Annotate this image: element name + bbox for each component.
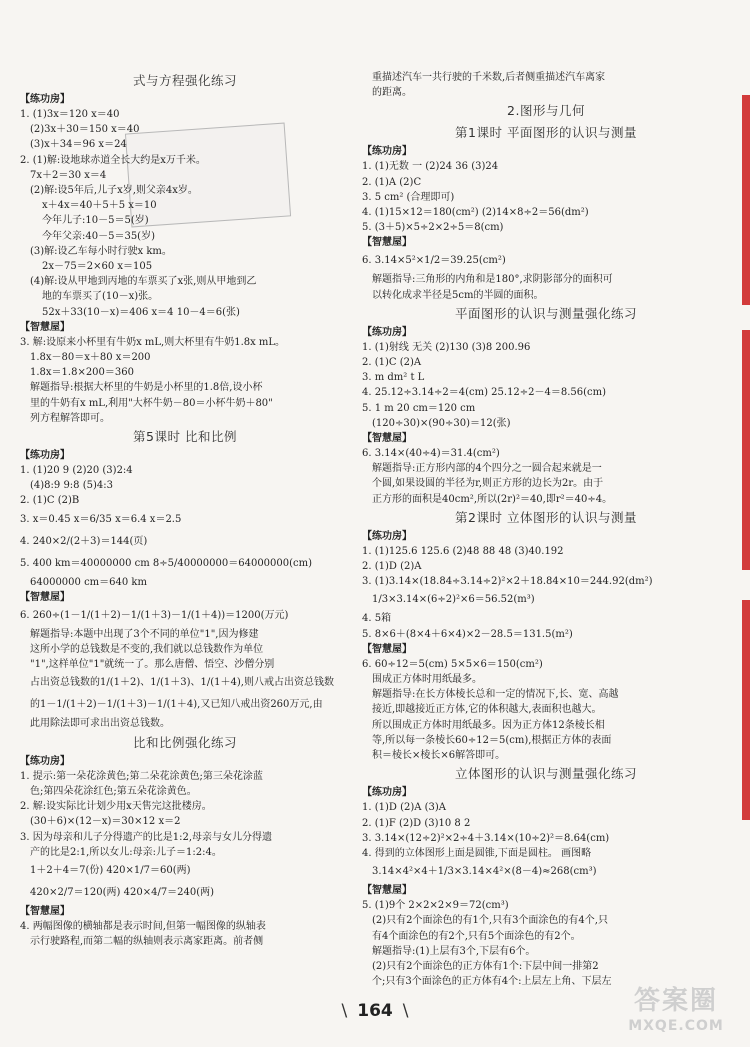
answer-line: 等,所以每一条棱长60÷12＝5(cm),根据正方体的表面 (372, 734, 612, 746)
section-title: 第5课时 比和比例 (133, 429, 237, 445)
answer-line: 色;第四朵花涂红色;第五朵花涂黄色。 (30, 785, 197, 797)
answer-line: 4. 两幅图像的横轴都是表示时间,但第一幅图像的纵轴表 (20, 920, 266, 932)
answer-line: (2)解:设5年后,儿子x岁,则父亲4x岁。 (30, 185, 198, 197)
exercise-section-heading: 【智慧屋】 (20, 905, 70, 917)
side-color-strip-1 (742, 95, 750, 305)
answer-line: 2. (1)解:设地球赤道全长大约是x万千米。 (20, 154, 206, 166)
answer-line: 2. (1)D (2)A (362, 561, 422, 573)
answer-line: 今年父亲:40－5＝35(岁) (42, 230, 155, 242)
answer-line: 3. 3.14×(12÷2)²×2÷4＋3.14×(10÷2)²＝8.64(cm) (362, 832, 610, 844)
answer-line: 3. (1)3.14×(18.84÷3.14÷2)²×2＋18.84×10＝244.92(dm²) (362, 576, 653, 588)
answer-line: (2)3x＋30＝150 x＝40 (30, 124, 140, 136)
section-title: 平面图形的认识与测量强化练习 (454, 305, 637, 321)
answer-line: 1.8x－80＝x＋80 x＝200 (30, 352, 151, 364)
answer-line: 此用除法即可求出出资总钱数。 (30, 718, 170, 730)
side-color-strip-2 (742, 330, 750, 570)
watermark-cn: 答案圈 (633, 986, 718, 1016)
exercise-section-heading: 【练功房】 (20, 450, 70, 462)
answer-line: 解题指导:(1)上层有3个,下层有6个。 (372, 945, 536, 957)
section-title: 比和比例强化练习 (132, 734, 237, 750)
answer-line: 解题指导:根据大杯里的牛奶是小杯里的1.8倍,设小杯 (30, 382, 263, 394)
section-title: 式与方程强化练习 (132, 73, 237, 88)
answer-line: (2)只有2个面涂色的正方体有1个:下层中间一排第2 (372, 960, 599, 972)
section-title: 2.图形与几何 (507, 103, 585, 119)
answer-line: 产的比是2:1,所以女儿:母亲:儿子＝1:2:4。 (30, 846, 222, 858)
answer-line: 3. 5 cm² (合理即可) (362, 191, 455, 203)
answer-line: 围成正方体时用纸最多。 (372, 674, 482, 686)
watermark-url: MXQE.COM (628, 1018, 724, 1034)
exercise-section-heading: 【练功房】 (362, 787, 412, 799)
answer-line: (3)解:设乙车每小时行驶x km。 (30, 245, 172, 257)
answer-line: 4. (1)15×12＝180(cm²) (2)14×8÷2＝56(dm²) (362, 207, 589, 219)
answer-line: 6. 3.14×(40÷4)＝31.4(cm²) (362, 448, 500, 460)
exercise-section-heading: 【智慧屋】 (362, 237, 412, 249)
exercise-section-heading: 【智慧屋】 (20, 321, 70, 333)
answer-line: x＋4x＝40＋5＋5 x＝10 (42, 200, 157, 212)
answer-line: 2. (1)C (2)B (20, 495, 80, 507)
answer-line: 420×2/7＝120(两) 420×4/7＝240(两) (30, 886, 215, 898)
answer-line: 4. 240×2/(2＋3)＝144(页) (20, 535, 148, 547)
answer-line: 5. (1)9个 2×2×2×9＝72(cm³) (362, 900, 509, 912)
answer-line: 今年儿子:10－5＝5(岁) (42, 215, 149, 227)
answer-line: (30＋6)×(12－x)＝30×12 x＝2 (30, 816, 181, 828)
answer-line: 1. (1)无数 一 (2)24 36 (3)24 (362, 161, 499, 173)
right-slash-decoration: \ (402, 1001, 409, 1021)
answer-line: (3)x＋34＝96 x＝24 (30, 139, 127, 151)
watermark (612, 985, 740, 1041)
answer-line: 里的牛奶有x mL,利用"大杯牛奶－80＝小杯牛奶＋80" (30, 397, 273, 409)
page-number-value: 164 (357, 1001, 393, 1021)
answer-line: 示行驶路程,而第二幅的纵轴则表示离家距离。前者侧 (30, 936, 264, 948)
answer-line: 积＝棱长×棱长×6解答即可。 (372, 750, 506, 762)
exercise-section-heading: 【智慧屋】 (362, 885, 412, 897)
answer-line: 接近,即越接近正方体,它的体积越大,表面积也越大。 (372, 704, 602, 716)
answer-line: "1",这样单位"1"就统一了。那么唐僧、悟空、沙僧分别 (30, 659, 275, 671)
exercise-section-heading: 【智慧屋】 (362, 643, 412, 655)
answer-line: 3.14×4²×4＋1/3×3.14×4²×(8－4)≈268(cm³) (372, 866, 597, 878)
answer-line: 这所小学的总钱数是不变的,我们就以总钱数作为单位 (30, 644, 264, 656)
answer-line: 解题指导:正方形内部的4个四分之一圆合起来就是一 (372, 463, 602, 475)
exercise-section-heading: 【练功房】 (20, 755, 70, 767)
left-column (20, 70, 350, 949)
answer-line: (4)8:9 9:8 (5)4:3 (30, 480, 113, 492)
answer-line: 所以围成正方体时用纸最多。因为正方体12条棱长相 (372, 719, 605, 731)
answer-line: 解题指导:本题中出现了3个不同的单位"1",因为修建 (30, 628, 259, 640)
answer-line: 以转化成求半径是5cm的半圆的面积。 (372, 289, 544, 301)
answer-line: 1. (1)射线 无关 (2)130 (3)8 200.96 (362, 341, 531, 353)
answer-line: 5. 8×6＋(8×4＋6×4)×2－28.5＝131.5(m²) (362, 628, 573, 640)
answer-line: 5. (3＋5)×5÷2×2÷5＝8(cm) (362, 222, 504, 234)
answer-line: 5. 400 km＝40000000 cm 8÷5/40000000＝64000000(cm) (20, 557, 313, 569)
side-color-strip-3 (742, 600, 750, 820)
answer-line: 个圆,如果设圆的半径为r,则正方形的边长为2r。由于 (372, 478, 604, 490)
answer-line: 1＋2＋4＝7(份) 420×1/7＝60(两) (30, 864, 191, 876)
exercise-section-heading: 【练功房】 (20, 94, 70, 105)
answer-line: 有4个面涂色的有2个,只有5个面涂色的有2个。 (372, 930, 581, 942)
answer-line: 4. 5箱 (362, 613, 392, 625)
exercise-section-heading: 【练功房】 (362, 326, 412, 338)
answer-line: 64000000 cm＝640 km (30, 576, 147, 588)
answer-line: 解题指导:在长方体棱长总和一定的情况下,长、宽、高越 (372, 689, 619, 701)
answer-line: 4. 得到的立体图形上面是圆锥,下面是圆柱。 画图略 (362, 847, 592, 859)
answer-line: 重描述汽车一共行驶的千米数,后者侧重描述汽车离家 (372, 72, 606, 83)
answer-line: 5. 1 m 20 cm＝120 cm (362, 402, 476, 414)
answer-line: 1. 提示:第一朵花涂黄色;第二朵花涂黄色;第三朵花涂蓝 (20, 770, 263, 782)
answer-line: 3. 解:设原来小杯里有牛奶x mL,则大杯里有牛奶1.8x mL。 (20, 336, 286, 348)
page-number (305, 998, 445, 1024)
answer-line: 解题指导:三角形的内角和是180°,求阴影部分的面积可 (372, 274, 613, 286)
exercise-section-heading: 【练功房】 (362, 146, 412, 158)
answer-line: (2)只有2个面涂色的有1个,只有3个面涂色的有4个,只 (372, 915, 608, 927)
exercise-section-heading: 【智慧屋】 (362, 433, 412, 445)
answer-line: 2x－75＝2×60 x＝105 (42, 261, 153, 273)
answer-line: 的1－1/(1＋2)－1/(1＋3)－1/(1＋4),又已知八戒出资260万元,由 (30, 699, 323, 711)
answer-line: 6. 3.14×5²×1/2＝39.25(cm²) (362, 255, 506, 267)
exercise-section-heading: 【智慧屋】 (20, 591, 70, 603)
left-slash-decoration: \ (341, 1001, 348, 1021)
answer-line: 52x＋33(10－x)＝406 x＝4 10－4＝6(张) (42, 306, 240, 318)
answer-line: (4)解:设从甲地到丙地的车票买了x张,则从甲地到乙 (30, 276, 257, 288)
section-title: 第2课时 立体图形的认识与测量 (455, 509, 637, 525)
answer-line: 1/3×3.14×(6÷2)²×6＝56.52(m³) (372, 594, 535, 606)
answer-line: (120÷30)×(90÷30)＝12(张) (372, 417, 511, 429)
answer-line: 3. m dm² t L (362, 372, 425, 384)
answer-line: 2. (1)C (2)A (362, 357, 422, 369)
answer-line: 的距离。 (372, 87, 412, 99)
answer-line: 1.8x＝1.8×200＝360 (30, 367, 134, 379)
exercise-section-heading: 【练功房】 (362, 530, 412, 542)
answer-line: 占出资总钱数的1/(1＋2)、1/(1＋3)、1/(1＋4),则八戒占出资总钱数 (30, 677, 334, 689)
answer-line: 2. 解:设实际比计划少用x天售完这批楼房。 (20, 801, 212, 813)
answer-line: 地的车票买了(10－x)张。 (42, 291, 159, 303)
answer-line: 2. (1)A (2)C (362, 176, 422, 188)
answer-line: 1. (1)3x＝120 x＝40 (20, 109, 120, 120)
section-title: 立体图形的认识与测量强化练习 (454, 766, 637, 782)
answer-line: 3. x＝0.45 x＝6/35 x＝6.4 x＝2.5 (20, 513, 182, 525)
answer-line: 1. (1)125.6 125.6 (2)48 88 48 (3)40.192 (362, 545, 564, 557)
answer-line: 3. 因为母亲和儿子分得遗产的比是1:2,母亲与女儿分得遗 (20, 831, 272, 843)
answer-line: 4. 25.12÷3.14÷2＝4(cm) 25.12÷2－4＝8.56(cm) (362, 387, 607, 399)
answer-line: 6. 260÷(1－1/(1＋2)－1/(1＋3)－1/(1＋4))＝1200(万元) (20, 609, 289, 621)
answer-line: 正方形的面积是40cm²,所以(2r)²＝40,即r²＝40÷4。 (372, 493, 613, 505)
answer-line: 6. 60÷12＝5(cm) 5×5×6＝150(cm²) (362, 658, 543, 670)
answer-line: 列方程解答即可。 (30, 412, 110, 424)
section-title: 第1课时 平面图形的认识与测量 (455, 125, 637, 141)
answer-line: 1. (1)20 9 (2)20 (3)2:4 (20, 465, 133, 477)
answer-line: 7x＋2＝30 x＝4 (30, 169, 107, 181)
answer-line: 1. (1)D (2)A (3)A (362, 802, 447, 814)
answer-line: 个;只有3个面涂色的正方体有4个:上层左上角、下层左 (372, 976, 612, 988)
right-column (362, 70, 730, 989)
answer-line: 2. (1)F (2)D (3)10 8 2 (362, 817, 471, 829)
